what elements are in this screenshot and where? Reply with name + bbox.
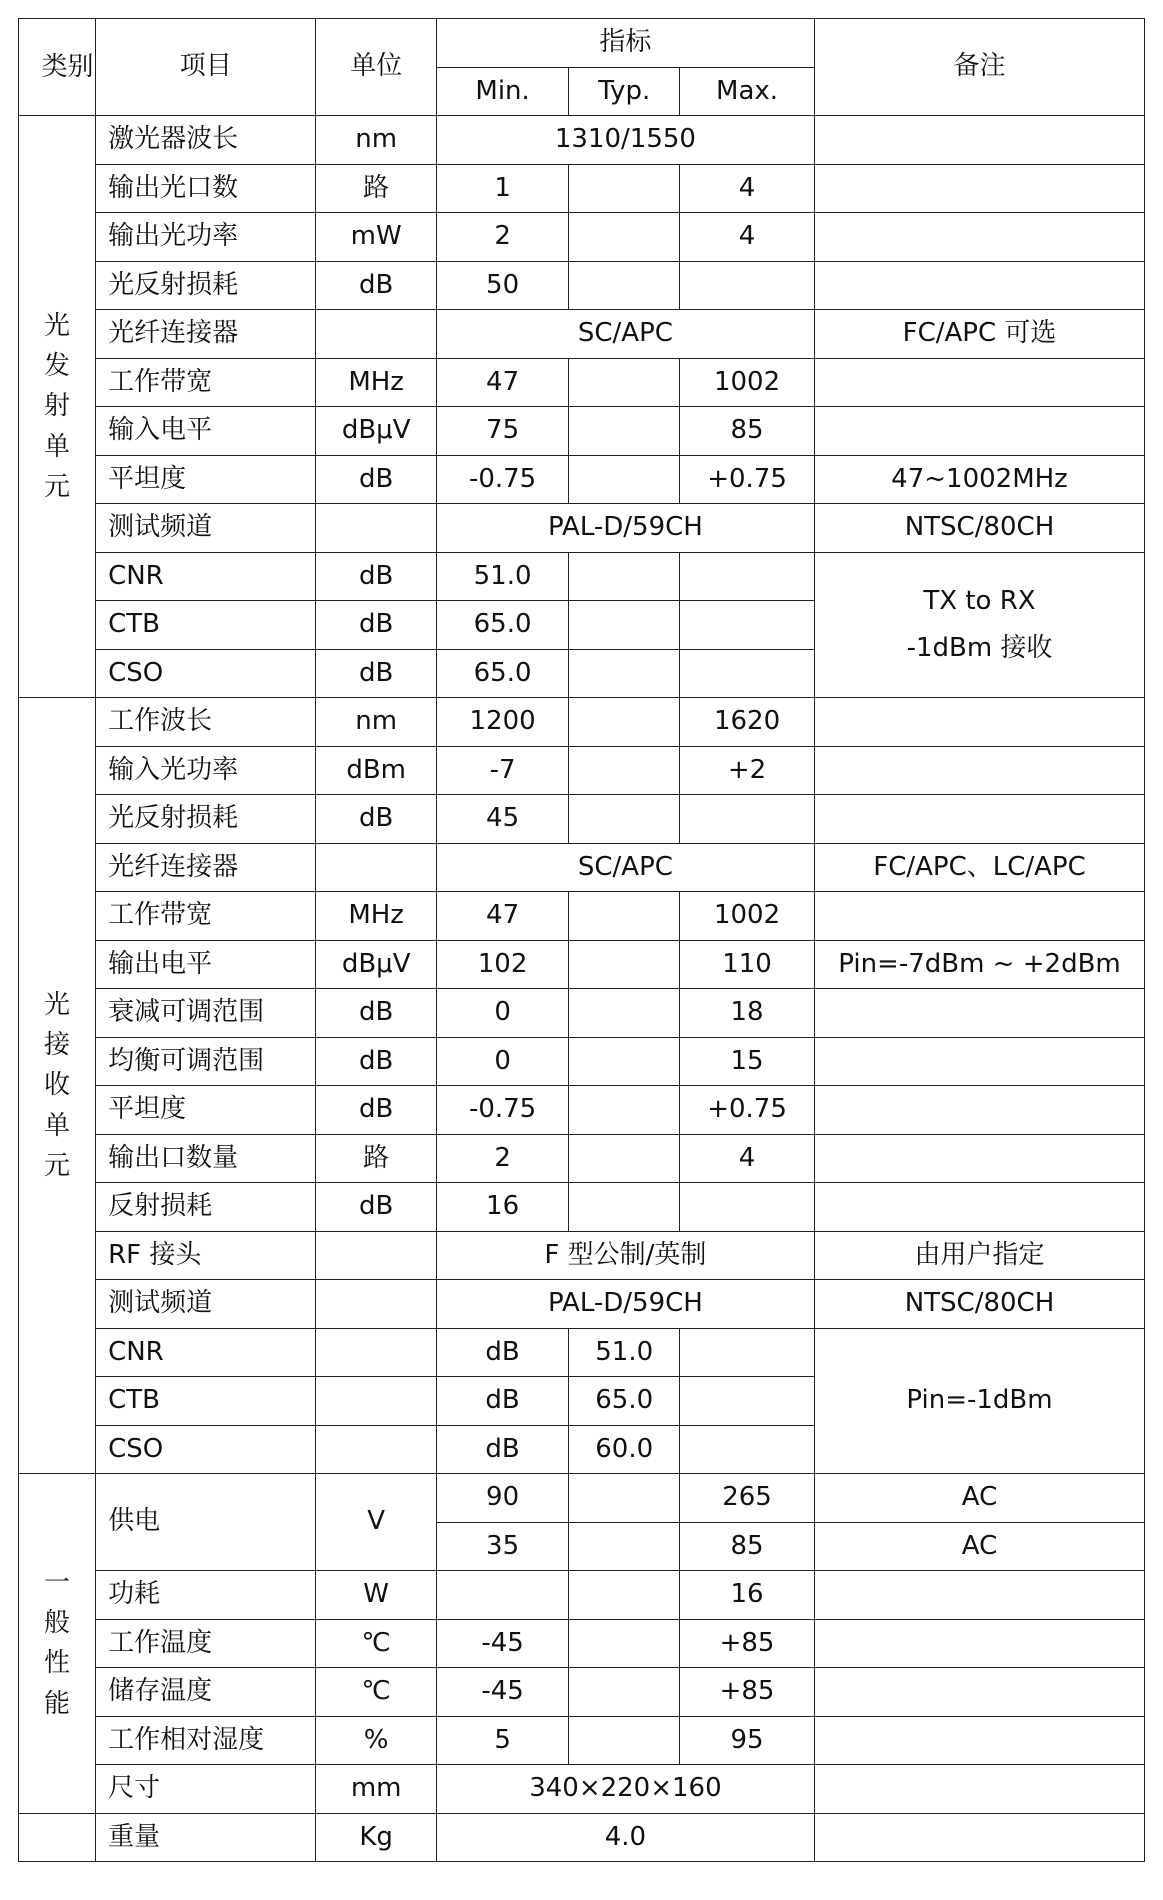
unit-cell xyxy=(316,843,436,892)
max-cell: 4 xyxy=(680,1134,815,1183)
max-cell: 1002 xyxy=(680,358,815,407)
max-cell: 4 xyxy=(680,213,815,262)
unit-cell: dBm xyxy=(316,746,436,795)
item-cell: 工作带宽 xyxy=(96,358,316,407)
min-cell: 35 xyxy=(436,1522,568,1571)
header-min: Min. xyxy=(436,67,568,116)
max-cell: 16 xyxy=(680,1571,815,1620)
typ-cell: 60.0 xyxy=(569,1425,680,1474)
unit-cell: dB xyxy=(316,552,436,601)
min-cell: 0 xyxy=(436,989,568,1038)
typ-cell xyxy=(569,1134,680,1183)
note-cell: Pin=-7dBm ~ +2dBm xyxy=(814,940,1144,989)
item-cell: 平坦度 xyxy=(96,455,316,504)
unit-cell: dB xyxy=(316,649,436,698)
unit-cell: 路 xyxy=(316,1134,436,1183)
max-cell xyxy=(680,261,815,310)
item-cell: 反射损耗 xyxy=(96,1183,316,1232)
note-cell xyxy=(814,261,1144,310)
note-line: -1dBm 接收 xyxy=(906,632,1053,663)
typ-cell xyxy=(569,1522,680,1571)
item-cell: 尺寸 xyxy=(96,1765,316,1814)
min-cell: 2 xyxy=(436,1134,568,1183)
table-row xyxy=(19,116,1145,165)
unit-cell: ℃ xyxy=(316,1619,436,1668)
table-row xyxy=(19,310,1145,359)
table-row xyxy=(19,552,1145,601)
table-row xyxy=(19,1716,1145,1765)
table-row xyxy=(19,1668,1145,1717)
min-cell: 65.0 xyxy=(436,601,568,650)
table-row xyxy=(19,504,1145,553)
max-cell: +85 xyxy=(680,1668,815,1717)
max-cell: 4 xyxy=(680,164,815,213)
item-cell: 光反射损耗 xyxy=(96,261,316,310)
max-cell: 110 xyxy=(680,940,815,989)
typ-cell xyxy=(569,552,680,601)
category-tx: 光发射单元 xyxy=(19,116,96,698)
table-row xyxy=(19,164,1145,213)
unit-cell: mW xyxy=(316,213,436,262)
max-cell xyxy=(680,795,815,844)
min-cell: 75 xyxy=(436,407,568,456)
note-cell-distortion xyxy=(814,552,1144,698)
typ-cell xyxy=(569,795,680,844)
header-max: Max. xyxy=(680,67,815,116)
unit-cell: dB xyxy=(316,795,436,844)
table-row xyxy=(19,213,1145,262)
category-rx: 光接收单元 xyxy=(19,698,96,1474)
unit-cell xyxy=(316,504,436,553)
unit-cell: W xyxy=(316,1571,436,1620)
item-cell: CNR xyxy=(96,1328,316,1377)
note-cell xyxy=(814,213,1144,262)
unit-cell: 路 xyxy=(316,164,436,213)
item-cell: 激光器波长 xyxy=(96,116,316,165)
note-cell xyxy=(814,407,1144,456)
min-cell: 16 xyxy=(436,1183,568,1232)
table-row xyxy=(19,261,1145,310)
table-row xyxy=(19,1231,1145,1280)
note-cell xyxy=(814,1813,1144,1862)
unit-cell: % xyxy=(316,1716,436,1765)
max-cell xyxy=(680,601,815,650)
unit-cell xyxy=(316,1425,436,1474)
unit-cell: MHz xyxy=(316,892,436,941)
typ-cell xyxy=(569,455,680,504)
value-cell: PAL-D/59CH xyxy=(436,504,814,553)
max-cell: +85 xyxy=(680,1619,815,1668)
table-row xyxy=(19,1037,1145,1086)
typ-cell xyxy=(569,1668,680,1717)
header-typ: Typ. xyxy=(569,67,680,116)
min-cell: 1 xyxy=(436,164,568,213)
table-row xyxy=(19,989,1145,1038)
note-cell xyxy=(814,1716,1144,1765)
table-row xyxy=(19,1134,1145,1183)
typ-cell xyxy=(569,358,680,407)
typ-cell xyxy=(569,1183,680,1232)
min-cell: 1200 xyxy=(436,698,568,747)
max-cell: 1620 xyxy=(680,698,815,747)
min-cell: 102 xyxy=(436,940,568,989)
item-cell: 重量 xyxy=(96,1813,316,1862)
typ-cell xyxy=(569,746,680,795)
max-cell: +0.75 xyxy=(680,455,815,504)
item-cell: 光纤连接器 xyxy=(96,843,316,892)
table-row xyxy=(19,892,1145,941)
item-cell: 输出电平 xyxy=(96,940,316,989)
table-row xyxy=(19,843,1145,892)
item-cell: 供电 xyxy=(96,1474,316,1571)
item-cell: 平坦度 xyxy=(96,1086,316,1135)
min-cell: dB xyxy=(436,1328,568,1377)
unit-cell: dB xyxy=(316,261,436,310)
note-cell: FC/APC 可选 xyxy=(814,310,1144,359)
min-cell: 45 xyxy=(436,795,568,844)
typ-cell xyxy=(569,1619,680,1668)
note-cell xyxy=(814,116,1144,165)
typ-cell: 65.0 xyxy=(569,1377,680,1426)
item-cell: 均衡可调范围 xyxy=(96,1037,316,1086)
header-note: 备注 xyxy=(814,19,1144,116)
spec-table xyxy=(18,18,1145,1862)
note-line: TX to RX xyxy=(923,585,1036,616)
table-row xyxy=(19,407,1145,456)
note-cell xyxy=(814,1765,1144,1814)
unit-cell: MHz xyxy=(316,358,436,407)
note-cell xyxy=(814,1668,1144,1717)
typ-cell: 51.0 xyxy=(569,1328,680,1377)
max-cell: +0.75 xyxy=(680,1086,815,1135)
item-cell: 工作波长 xyxy=(96,698,316,747)
table-row xyxy=(19,1086,1145,1135)
min-cell: -45 xyxy=(436,1668,568,1717)
table-row xyxy=(19,1280,1145,1329)
header-category: 类别 xyxy=(19,19,96,116)
note-cell: 47~1002MHz xyxy=(814,455,1144,504)
item-cell: CSO xyxy=(96,649,316,698)
typ-cell xyxy=(569,164,680,213)
unit-cell: Kg xyxy=(316,1813,436,1862)
max-cell xyxy=(680,1425,815,1474)
table-row xyxy=(19,455,1145,504)
note-cell xyxy=(814,164,1144,213)
item-cell: CTB xyxy=(96,601,316,650)
typ-cell xyxy=(569,940,680,989)
item-cell: 输出光功率 xyxy=(96,213,316,262)
note-cell xyxy=(814,1037,1144,1086)
min-cell: 0 xyxy=(436,1037,568,1086)
unit-cell: nm xyxy=(316,698,436,747)
item-cell: 功耗 xyxy=(96,1571,316,1620)
typ-cell xyxy=(569,1474,680,1523)
value-cell: SC/APC xyxy=(436,843,814,892)
typ-cell xyxy=(569,892,680,941)
item-cell: 输入光功率 xyxy=(96,746,316,795)
unit-cell xyxy=(316,310,436,359)
table-row xyxy=(19,1474,1145,1523)
table-row xyxy=(19,1619,1145,1668)
min-cell xyxy=(436,1571,568,1620)
unit-cell: dBμV xyxy=(316,940,436,989)
min-cell: 2 xyxy=(436,213,568,262)
max-cell xyxy=(680,1377,815,1426)
note-cell xyxy=(814,795,1144,844)
note-cell: 由用户指定 xyxy=(814,1231,1144,1280)
note-cell: AC xyxy=(814,1474,1144,1523)
max-cell xyxy=(680,1328,815,1377)
note-cell xyxy=(814,989,1144,1038)
typ-cell xyxy=(569,989,680,1038)
category-weight xyxy=(19,1813,96,1862)
min-cell: -7 xyxy=(436,746,568,795)
table-row xyxy=(19,746,1145,795)
item-cell: 储存温度 xyxy=(96,1668,316,1717)
table-row xyxy=(19,940,1145,989)
note-cell: NTSC/80CH xyxy=(814,1280,1144,1329)
item-cell: 输出口数量 xyxy=(96,1134,316,1183)
unit-cell: dB xyxy=(316,601,436,650)
unit-cell: dBμV xyxy=(316,407,436,456)
item-cell: CSO xyxy=(96,1425,316,1474)
typ-cell xyxy=(569,1716,680,1765)
header-item: 项目 xyxy=(96,19,316,116)
max-cell xyxy=(680,552,815,601)
unit-cell: nm xyxy=(316,116,436,165)
item-cell: 测试频道 xyxy=(96,504,316,553)
max-cell: +2 xyxy=(680,746,815,795)
unit-cell: mm xyxy=(316,1765,436,1814)
item-cell: 输出光口数 xyxy=(96,164,316,213)
typ-cell xyxy=(569,1037,680,1086)
max-cell: 1002 xyxy=(680,892,815,941)
unit-cell: V xyxy=(316,1474,436,1571)
min-cell: 50 xyxy=(436,261,568,310)
unit-cell: dB xyxy=(316,1037,436,1086)
note-cell xyxy=(814,358,1144,407)
unit-cell: dB xyxy=(316,455,436,504)
table-row xyxy=(19,1813,1145,1862)
min-cell: -0.75 xyxy=(436,1086,568,1135)
header-row-1 xyxy=(19,19,1145,68)
typ-cell xyxy=(569,1571,680,1620)
table-row xyxy=(19,1183,1145,1232)
note-cell xyxy=(814,1134,1144,1183)
value-cell: SC/APC xyxy=(436,310,814,359)
value-cell: 340×220×160 xyxy=(436,1765,814,1814)
item-cell: 工作相对湿度 xyxy=(96,1716,316,1765)
table-row xyxy=(19,1765,1145,1814)
max-cell: 85 xyxy=(680,407,815,456)
item-cell: CTB xyxy=(96,1377,316,1426)
min-cell: -0.75 xyxy=(436,455,568,504)
note-cell xyxy=(814,1619,1144,1668)
table-row xyxy=(19,358,1145,407)
value-cell: PAL-D/59CH xyxy=(436,1280,814,1329)
min-cell: dB xyxy=(436,1377,568,1426)
unit-cell xyxy=(316,1377,436,1426)
item-cell: 光反射损耗 xyxy=(96,795,316,844)
typ-cell xyxy=(569,213,680,262)
max-cell: 95 xyxy=(680,1716,815,1765)
note-cell xyxy=(814,892,1144,941)
min-cell: 90 xyxy=(436,1474,568,1523)
unit-cell: dB xyxy=(316,1086,436,1135)
value-cell: F 型公制/英制 xyxy=(436,1231,814,1280)
note-cell xyxy=(814,1183,1144,1232)
value-cell: 1310/1550 xyxy=(436,116,814,165)
unit-cell: dB xyxy=(316,1183,436,1232)
max-cell: 85 xyxy=(680,1522,815,1571)
min-cell: -45 xyxy=(436,1619,568,1668)
max-cell xyxy=(680,649,815,698)
typ-cell xyxy=(569,698,680,747)
item-cell: 测试频道 xyxy=(96,1280,316,1329)
item-cell: CNR xyxy=(96,552,316,601)
note-cell-distortion: Pin=-1dBm xyxy=(814,1328,1144,1474)
max-cell: 15 xyxy=(680,1037,815,1086)
unit-cell xyxy=(316,1280,436,1329)
note-cell xyxy=(814,698,1144,747)
typ-cell xyxy=(569,261,680,310)
max-cell xyxy=(680,1183,815,1232)
item-cell: RF 接头 xyxy=(96,1231,316,1280)
table-row xyxy=(19,1571,1145,1620)
unit-cell: dB xyxy=(316,989,436,1038)
category-general: 一般性能 xyxy=(19,1474,96,1814)
min-cell: 65.0 xyxy=(436,649,568,698)
item-cell: 光纤连接器 xyxy=(96,310,316,359)
note-cell xyxy=(814,1571,1144,1620)
header-unit: 单位 xyxy=(316,19,436,116)
min-cell: 5 xyxy=(436,1716,568,1765)
note-cell xyxy=(814,746,1144,795)
max-cell: 265 xyxy=(680,1474,815,1523)
item-cell: 衰减可调范围 xyxy=(96,989,316,1038)
value-cell: 4.0 xyxy=(436,1813,814,1862)
min-cell: 51.0 xyxy=(436,552,568,601)
header-index: 指标 xyxy=(436,19,814,68)
table-row xyxy=(19,1328,1145,1377)
table-row xyxy=(19,698,1145,747)
note-cell: AC xyxy=(814,1522,1144,1571)
item-cell: 工作带宽 xyxy=(96,892,316,941)
typ-cell xyxy=(569,407,680,456)
min-cell: 47 xyxy=(436,892,568,941)
unit-cell xyxy=(316,1328,436,1377)
typ-cell xyxy=(569,601,680,650)
note-cell xyxy=(814,1086,1144,1135)
note-cell: FC/APC、LC/APC xyxy=(814,843,1144,892)
min-cell: dB xyxy=(436,1425,568,1474)
unit-cell xyxy=(316,1231,436,1280)
typ-cell xyxy=(569,649,680,698)
typ-cell xyxy=(569,1086,680,1135)
max-cell: 18 xyxy=(680,989,815,1038)
item-cell: 输入电平 xyxy=(96,407,316,456)
min-cell: 47 xyxy=(436,358,568,407)
note-cell: NTSC/80CH xyxy=(814,504,1144,553)
item-cell: 工作温度 xyxy=(96,1619,316,1668)
table-row xyxy=(19,795,1145,844)
unit-cell: ℃ xyxy=(316,1668,436,1717)
